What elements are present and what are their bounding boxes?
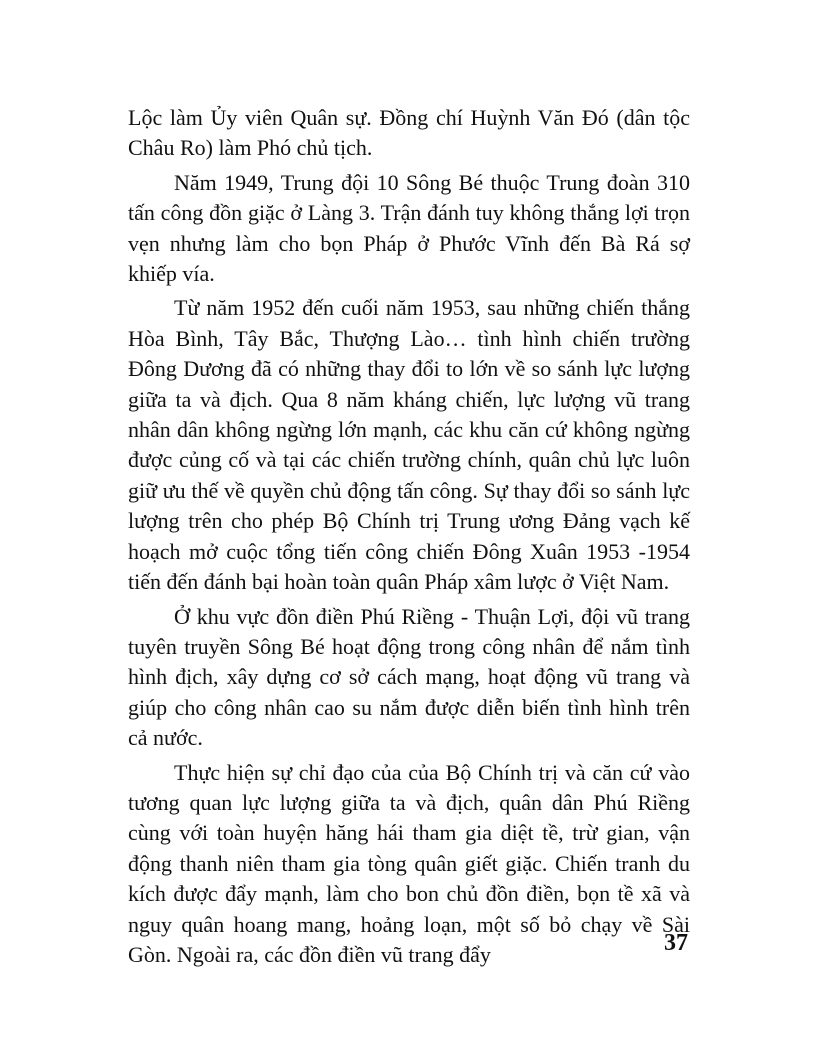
paragraph-4: Ở khu vực đồn điền Phú Riềng - Thuận Lợi, đội vũ trang tuyên truyền Sông Bé hoạt động trong công nhân để nắm tình hình địch, xây dựng cơ sở cách mạng, hoạt động vũ trang và giúp cho công nhân cao su nắm được diễn biến tình hình trên cả nước. xyxy=(128,603,690,751)
paragraph-3: Từ năm 1952 đến cuối năm 1953, sau những chiến thắng Hòa Bình, Tây Bắc, Thượng Lào… tình hình chiến trường Đông Dương đã có những thay đổi to lớn về so sánh lực lượng giữa ta và địch. Qua 8 năm kháng chiến, lực lượng vũ trang nhân dân không ngừng lớn mạnh, các khu căn cứ không ngừng được củng cố và tại các chiến trường chính, quân chủ lực luôn giữ ưu thế về quyền chủ động tấn công. Sự thay đổi so sánh lực lượng trên cho phép Bộ Chính trị Trung ương Đảng vạch kế hoạch mở cuộc tổng tiến công chiến Đông Xuân 1953 -1954 tiến đến đánh bại hoàn toàn quân Pháp xâm lược ở Việt Nam. xyxy=(128,295,690,595)
page-number: 37 xyxy=(664,930,688,956)
paragraph-2: Năm 1949, Trung đội 10 Sông Bé thuộc Trung đoàn 310 tấn công đồn giặc ở Làng 3. Trận đánh tuy không thắng lợi trọn vẹn nhưng làm cho bọn Pháp ở Phước Vĩnh đến Bà Rá sợ khiếp vía. xyxy=(128,169,690,287)
paragraph-5: Thực hiện sự chỉ đạo của của Bộ Chính trị và căn cứ vào tương quan lực lượng giữa ta và địch, quân dân Phú Riềng cùng với toàn huyện hăng hái tham gia diệt tề, trừ gian, vận động thanh niên tham gia tòng quân giết giặc. Chiến tranh du kích được đẩy mạnh, làm cho bon chủ đồn điền, bọn tề xã và nguy quân hoang mang, hoảng loạn, một số bỏ chạy về Sài Gòn. Ngoài ra, các đồn điền vũ trang đẩy xyxy=(128,759,690,967)
paragraph-1: Lộc làm Ủy viên Quân sự. Đồng chí Huỳnh Văn Đó (dân tộc Châu Ro) làm Phó chủ tịch. xyxy=(128,105,690,161)
page-body xyxy=(128,103,690,974)
